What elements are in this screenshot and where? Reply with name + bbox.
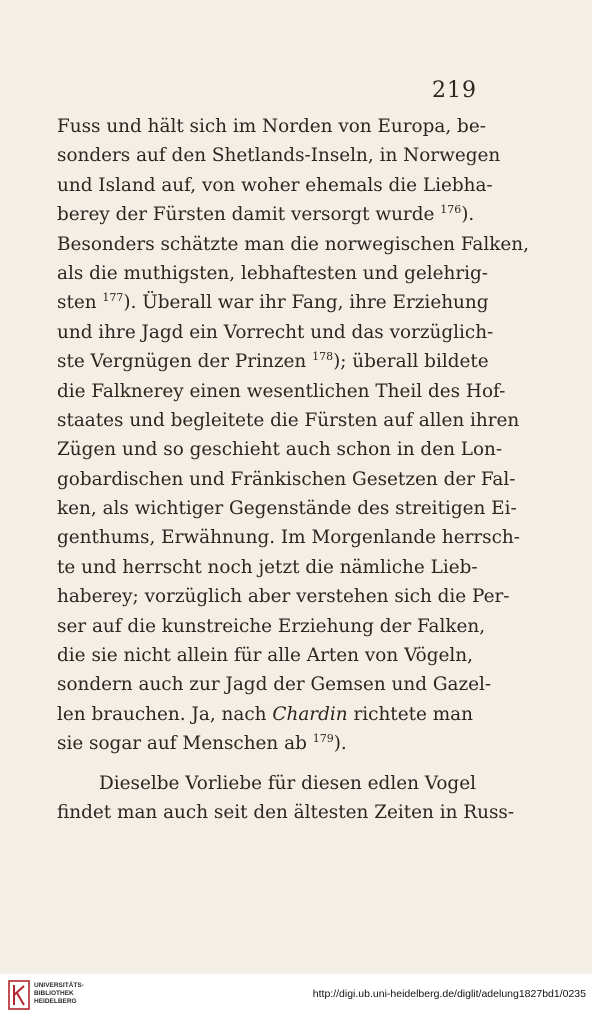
text-line	[57, 259, 488, 288]
text-line	[57, 141, 501, 170]
text-run: ).	[461, 204, 475, 226]
text-line	[57, 582, 510, 611]
text-run: ); überall bildete	[333, 351, 489, 373]
text-line	[57, 377, 506, 406]
text-line	[57, 435, 503, 464]
text-line	[57, 230, 529, 259]
text-line	[57, 288, 489, 317]
page-number: 219	[432, 78, 477, 103]
text-run: berey der Fürsten damit versorgt wurde	[57, 204, 441, 226]
library-name-line: HEIDELBERG	[34, 998, 77, 1005]
text-line	[57, 318, 494, 347]
text-run: die sie nicht allein für alle Arten von Vögeln,	[57, 645, 473, 667]
text-run: ser auf die kunstreiche Erziehung der Falken,	[57, 615, 486, 637]
footer-bar	[0, 974, 592, 1017]
text-run: haberey; vorzüglich aber verstehen sich die Per-	[57, 586, 510, 608]
text-line	[57, 798, 515, 827]
text-line	[57, 406, 520, 435]
text-line	[57, 494, 517, 523]
text-line	[57, 523, 520, 552]
text-run: len brauchen. Ja, nach	[57, 703, 273, 725]
text-run: genthums, Erwähnung. Im Morgenlande herrsch-	[57, 527, 520, 549]
text-run: gobardischen und Fränkischen Gesetzen der Fal-	[57, 468, 516, 490]
library-name-line: BIBLIOTHEK	[34, 990, 74, 997]
footnote-marker[interactable]: 177	[102, 291, 124, 305]
text-line	[57, 612, 486, 641]
body-text	[57, 112, 529, 827]
text-line	[57, 641, 473, 670]
text-run: sonders auf den Shetlands-Inseln, in Norwegen	[57, 145, 501, 167]
library-name-line: UNIVERSITÄTS-	[34, 982, 84, 989]
text-run: te und herrscht noch jetzt die nämliche Lieb-	[57, 556, 478, 578]
text-run: Dieselbe Vorliebe für diesen edlen Vogel	[99, 772, 476, 794]
text-run: sie sogar auf Menschen ab	[57, 733, 313, 755]
text-line	[57, 769, 476, 798]
library-name	[34, 982, 84, 1006]
text-run: findet man auch seit den ältesten Zeiten in Russ-	[57, 801, 515, 823]
text-run: und Island auf, von woher ehemals die Liebha-	[57, 174, 493, 196]
text-run: sten	[57, 292, 103, 314]
library-logo-icon	[8, 980, 30, 1010]
footnote-marker[interactable]: 176	[440, 203, 462, 217]
footnote-marker[interactable]: 178	[312, 350, 334, 364]
paragraph-gap	[57, 759, 473, 769]
text-run: ).	[333, 733, 347, 755]
text-run: staates und begleitete die Fürsten auf allen ihren	[57, 409, 520, 431]
permalink-url[interactable]: http://digi.ub.uni-heidelberg.de/diglit/adelung1827bd1/0235	[312, 988, 586, 1000]
text-line	[57, 670, 492, 699]
text-line	[57, 112, 486, 141]
text-run: Fuss und hält sich im Norden von Europa, be-	[57, 116, 486, 137]
text-run: richtete man	[347, 703, 473, 725]
text-run: Zügen und so geschieht auch schon in den Lon-	[57, 439, 503, 461]
footnote-marker[interactable]: 179	[312, 732, 334, 746]
text-line	[57, 347, 489, 376]
text-run: als die muthigsten, lebhaftesten und gelehrig-	[57, 262, 488, 284]
text-line	[57, 700, 473, 729]
text-run: sondern auch zur Jagd der Gemsen und Gazel-	[57, 674, 492, 696]
italic-name: Chardin	[272, 703, 348, 725]
text-run: ). Überall war ihr Fang, ihre Erziehung	[123, 292, 489, 314]
text-line	[57, 465, 516, 494]
text-run: Besonders schätzte man die norwegischen Falken,	[57, 233, 529, 255]
text-run: die Falknerey einen wesentlichen Theil des Hof-	[57, 380, 506, 402]
text-run: und ihre Jagd ein Vorrecht und das vorzüglich-	[57, 321, 494, 343]
text-line	[57, 729, 473, 758]
text-line	[57, 200, 473, 229]
text-run: ste Vergnügen der Prinzen	[57, 351, 313, 373]
text-line	[57, 171, 493, 200]
text-run: ken, als wichtiger Gegenstände des streitigen Ei-	[57, 498, 517, 520]
text-line	[57, 553, 478, 582]
